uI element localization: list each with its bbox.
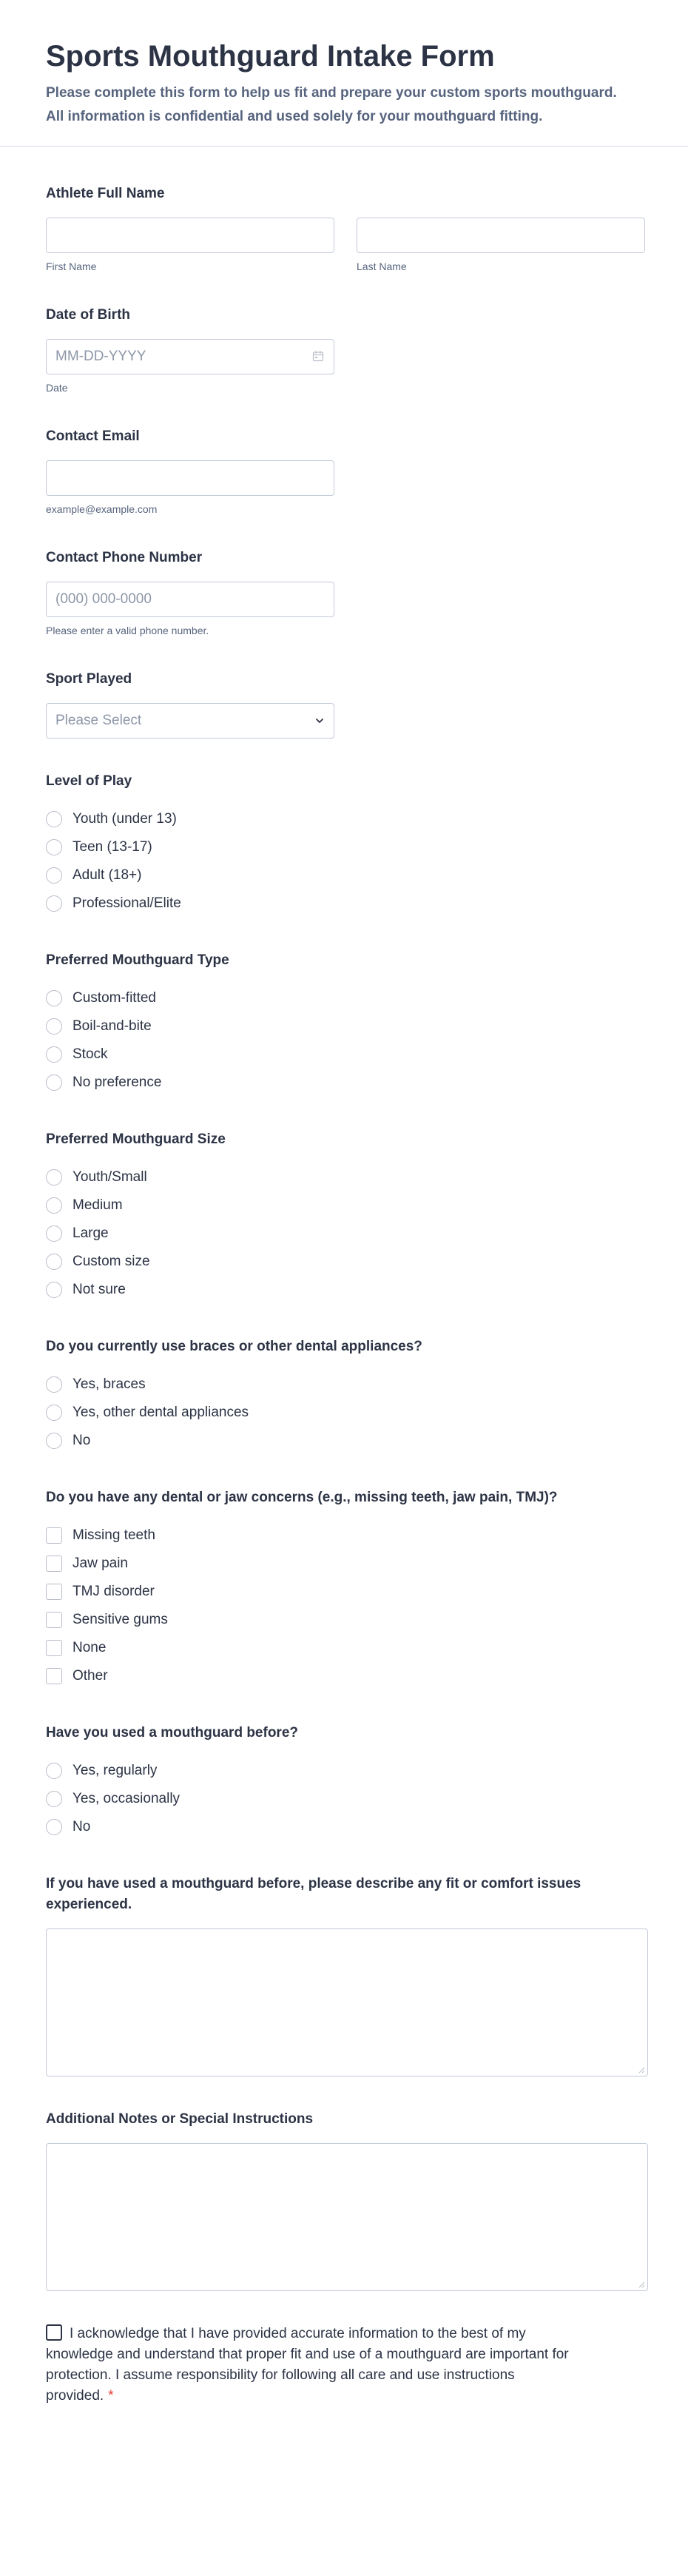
- checkbox[interactable]: [46, 1668, 62, 1684]
- issues-field: [46, 1874, 642, 2076]
- acknowledgment-field: [46, 2324, 579, 2407]
- athlete-name-label: Athlete Full Name: [46, 186, 165, 201]
- option-label: Large: [72, 1225, 109, 1241]
- email-sublabel: example@example.com: [46, 503, 158, 515]
- used-option[interactable]: [46, 1757, 642, 1785]
- option-label: Boil-and-bite: [72, 1018, 152, 1034]
- option-label: Yes, occasionally: [72, 1791, 181, 1806]
- option-label: Medium: [72, 1197, 123, 1213]
- used-before-label: Have you used a mouthguard before?: [46, 1725, 298, 1741]
- level-label: Level of Play: [46, 773, 132, 789]
- chevron-down-icon: [314, 716, 325, 726]
- option-label: No: [72, 1819, 91, 1835]
- radio-button[interactable]: [46, 1791, 62, 1807]
- level-option[interactable]: [46, 805, 642, 833]
- form-description: Please complete this form to help us fit and prepare your custom sports mouthguard. All information is confidential and used solely for your mouthguard fitting.: [46, 85, 617, 124]
- size-option[interactable]: [46, 1191, 642, 1220]
- radio-button[interactable]: [46, 867, 62, 884]
- option-label: Adult (18+): [72, 867, 142, 883]
- braces-option[interactable]: [46, 1371, 642, 1399]
- phone-sublabel: Please enter a valid phone number.: [46, 625, 209, 636]
- size-field: [46, 1129, 642, 1304]
- option-label: None: [72, 1640, 107, 1655]
- option-label: Jaw pain: [72, 1556, 128, 1571]
- phone-field: [46, 548, 642, 636]
- level-option[interactable]: [46, 890, 642, 918]
- page-title: Sports Mouthguard Intake Form: [46, 40, 495, 73]
- radio-button[interactable]: [46, 1405, 62, 1421]
- radio-button[interactable]: [46, 1376, 62, 1393]
- type-option[interactable]: [46, 1040, 642, 1069]
- concerns-option[interactable]: [46, 1662, 642, 1690]
- type-label: Preferred Mouthguard Type: [46, 952, 229, 968]
- required-asterisk: *: [108, 2388, 114, 2404]
- dob-label: Date of Birth: [46, 307, 130, 323]
- sport-field: [46, 669, 642, 739]
- notes-textarea[interactable]: [46, 2143, 648, 2291]
- first-name-input[interactable]: [46, 218, 334, 253]
- option-label: No: [72, 1433, 91, 1448]
- concerns-option[interactable]: [46, 1606, 642, 1634]
- checkbox[interactable]: [46, 1584, 62, 1600]
- option-label: Youth/Small: [72, 1169, 147, 1185]
- issues-label: If you have used a mouthguard before, please describe any fit or comfort issues experienced.: [46, 1876, 581, 1912]
- checkbox[interactable]: [46, 1527, 62, 1544]
- braces-label: Do you currently use braces or other dental appliances?: [46, 1339, 422, 1354]
- option-label: Youth (under 13): [72, 811, 177, 827]
- option-label: Yes, regularly: [72, 1763, 158, 1778]
- sport-select[interactable]: [46, 703, 334, 739]
- radio-button[interactable]: [46, 1046, 62, 1063]
- used-option[interactable]: [46, 1813, 642, 1841]
- last-name-input[interactable]: [357, 218, 645, 253]
- used-option[interactable]: [46, 1785, 642, 1813]
- checkbox[interactable]: [46, 1612, 62, 1628]
- option-label: Yes, other dental appliances: [72, 1405, 249, 1420]
- phone-input[interactable]: [46, 582, 334, 617]
- sport-select-value: Please Select: [55, 713, 142, 728]
- dob-input[interactable]: [46, 339, 334, 374]
- last-name-sublabel: Last Name: [357, 260, 407, 272]
- athlete-name-field: [46, 184, 642, 272]
- radio-button[interactable]: [46, 1763, 62, 1779]
- option-label: Professional/Elite: [72, 895, 181, 911]
- form-header: [0, 0, 688, 147]
- dob-sublabel: Date: [46, 382, 68, 394]
- sport-label: Sport Played: [46, 671, 132, 687]
- option-label: Missing teeth: [72, 1527, 155, 1543]
- issues-textarea[interactable]: [46, 1928, 648, 2076]
- type-option[interactable]: [46, 1012, 642, 1040]
- radio-button[interactable]: [46, 1282, 62, 1298]
- braces-option[interactable]: [46, 1427, 642, 1455]
- level-option[interactable]: [46, 861, 642, 890]
- option-label: No preference: [72, 1075, 162, 1090]
- concerns-field: [46, 1487, 642, 1690]
- type-field: [46, 950, 642, 1097]
- radio-button[interactable]: [46, 1075, 62, 1091]
- concerns-option[interactable]: [46, 1634, 642, 1662]
- size-option[interactable]: [46, 1248, 642, 1276]
- level-option[interactable]: [46, 833, 642, 861]
- acknowledgment-checkbox[interactable]: [46, 2324, 62, 2341]
- form-body: [0, 147, 688, 2407]
- calendar-icon[interactable]: [312, 350, 324, 362]
- checkbox[interactable]: [46, 1556, 62, 1572]
- radio-button[interactable]: [46, 811, 62, 827]
- type-option[interactable]: [46, 1069, 642, 1097]
- option-label: Custom size: [72, 1254, 150, 1269]
- size-label: Preferred Mouthguard Size: [46, 1131, 226, 1147]
- radio-button[interactable]: [46, 1433, 62, 1449]
- type-option[interactable]: [46, 984, 642, 1012]
- radio-button[interactable]: [46, 839, 62, 855]
- option-label: Teen (13-17): [72, 839, 152, 855]
- notes-label: Additional Notes or Special Instructions: [46, 2111, 314, 2127]
- option-label: Not sure: [72, 1282, 126, 1297]
- radio-button[interactable]: [46, 895, 62, 912]
- option-label: TMJ disorder: [72, 1584, 155, 1599]
- radio-button[interactable]: [46, 990, 62, 1006]
- radio-button[interactable]: [46, 1169, 62, 1186]
- phone-label: Contact Phone Number: [46, 550, 203, 565]
- radio-button[interactable]: [46, 1819, 62, 1835]
- option-label: Sensitive gums: [72, 1612, 168, 1627]
- braces-option[interactable]: [46, 1399, 642, 1427]
- concerns-option[interactable]: [46, 1578, 642, 1606]
- radio-button[interactable]: [46, 1018, 62, 1035]
- first-name-sublabel: First Name: [46, 260, 97, 272]
- email-label: Contact Email: [46, 428, 140, 444]
- dob-field: [46, 305, 642, 394]
- option-label: Yes, braces: [72, 1376, 146, 1392]
- radio-button[interactable]: [46, 1254, 62, 1270]
- resize-grip-icon[interactable]: [638, 2066, 645, 2074]
- option-label: Custom-fitted: [72, 990, 156, 1006]
- braces-field: [46, 1336, 642, 1455]
- concerns-option[interactable]: [46, 1521, 642, 1550]
- acknowledgment-text: I acknowledge that I have provided accurate information to the best of my knowledge and understand that proper fit and use of a mouthguard are important for protection. I assume responsibility for following all care and use instructions provided.: [46, 2326, 569, 2404]
- size-option[interactable]: [46, 1220, 642, 1248]
- size-option[interactable]: [46, 1163, 642, 1191]
- size-option[interactable]: [46, 1276, 642, 1304]
- used-before-field: [46, 1723, 642, 1841]
- email-input[interactable]: [46, 460, 334, 496]
- level-field: [46, 771, 642, 918]
- concerns-label: Do you have any dental or jaw concerns (e.g., missing teeth, jaw pain, TMJ)?: [46, 1490, 558, 1505]
- email-field: [46, 426, 642, 515]
- radio-button[interactable]: [46, 1225, 62, 1242]
- concerns-option[interactable]: [46, 1550, 642, 1578]
- option-label: Other: [72, 1668, 108, 1684]
- checkbox[interactable]: [46, 1640, 62, 1656]
- resize-grip-icon[interactable]: [638, 2281, 645, 2288]
- radio-button[interactable]: [46, 1197, 62, 1214]
- notes-field: [46, 2109, 642, 2291]
- option-label: Stock: [72, 1046, 108, 1062]
